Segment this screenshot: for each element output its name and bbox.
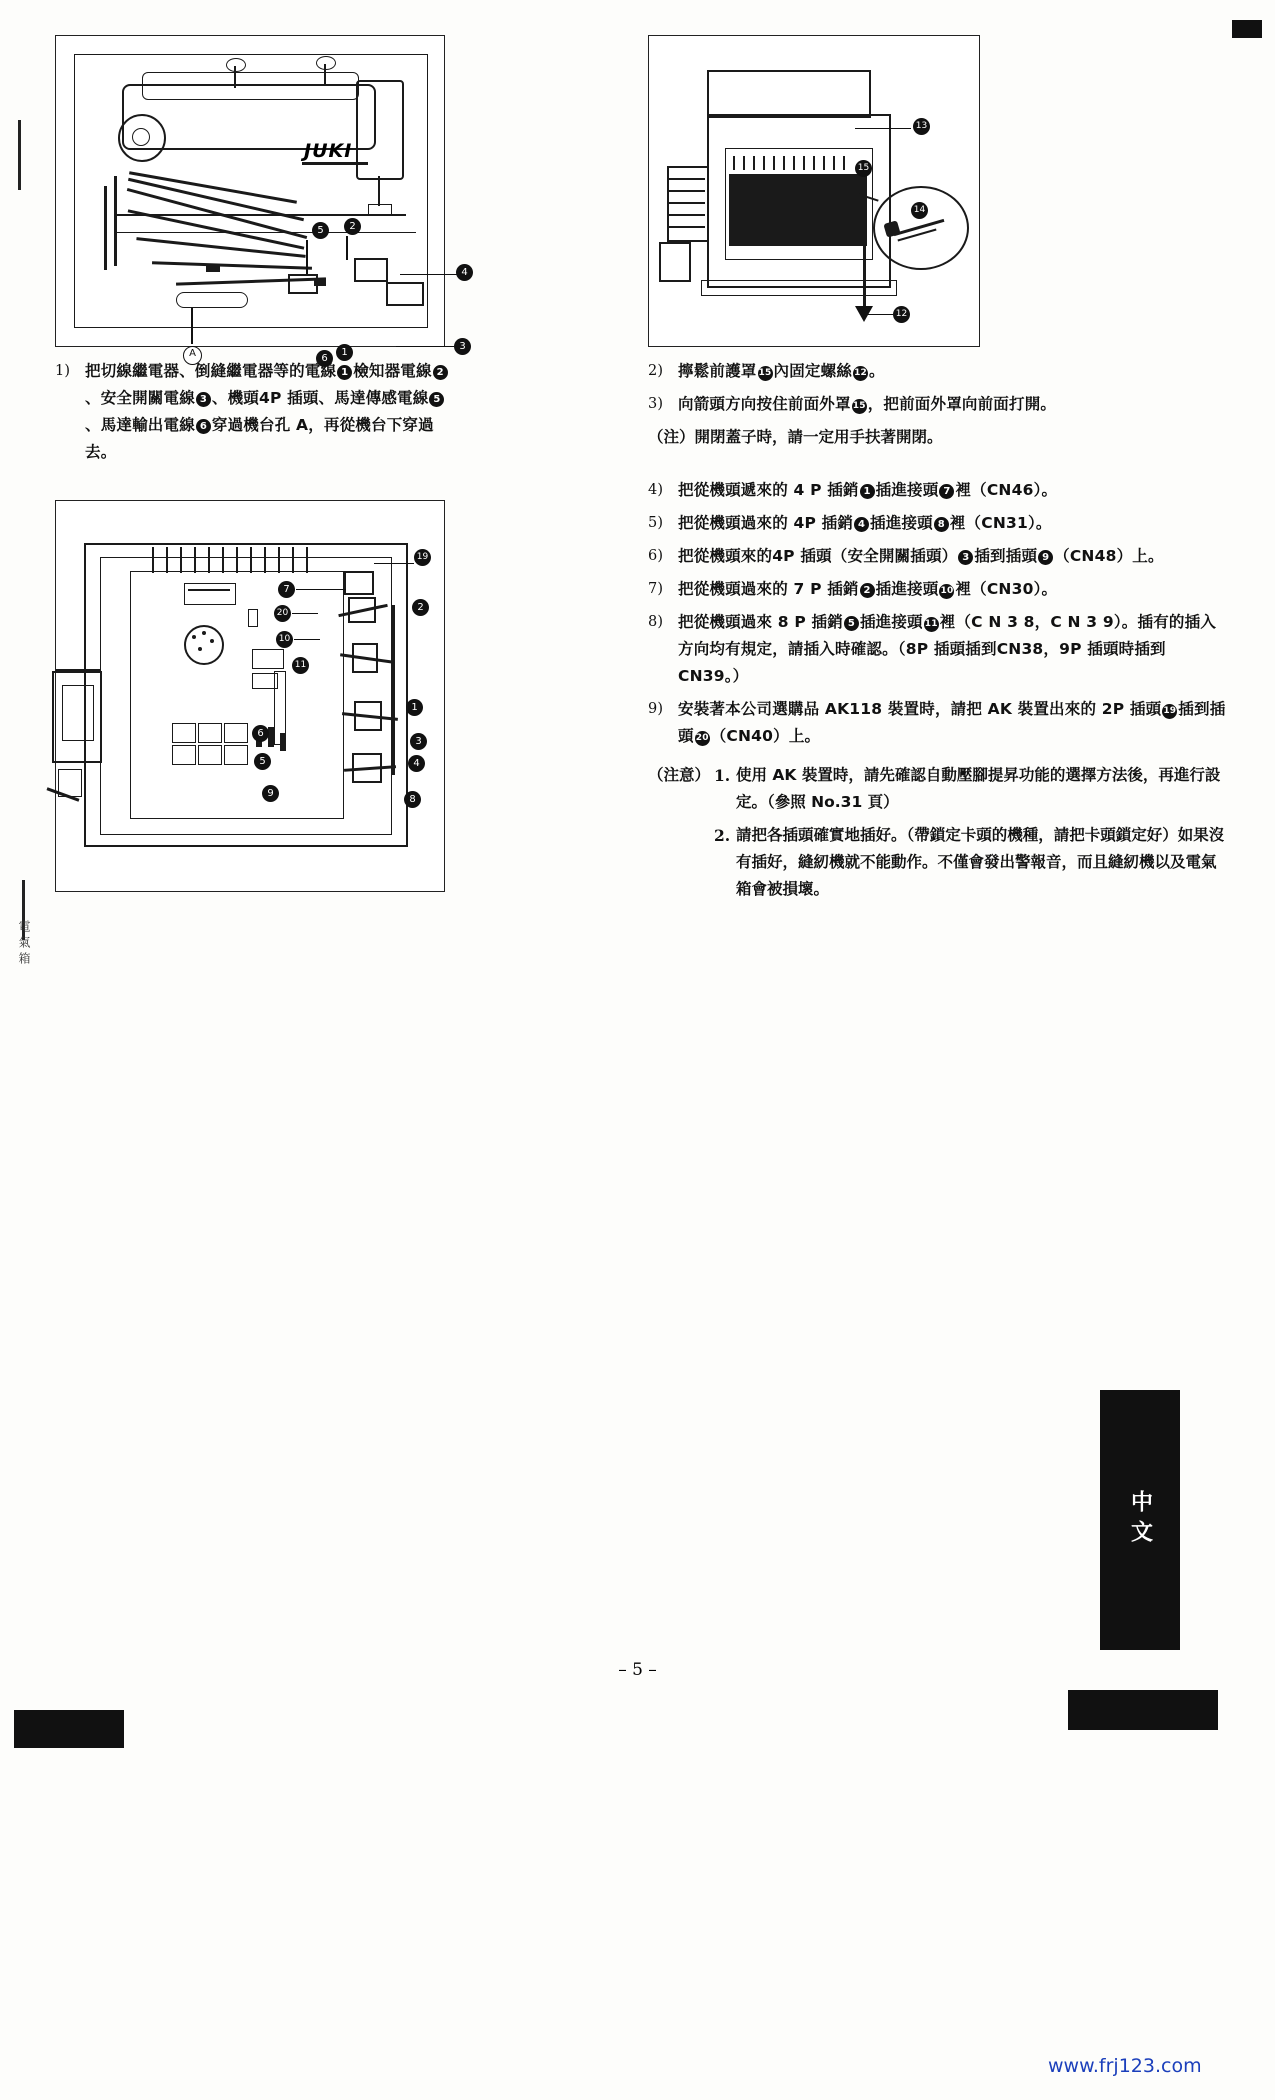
callout-5: 5 <box>312 222 329 239</box>
cable-left-drop <box>114 176 117 266</box>
leader-19 <box>374 563 414 564</box>
relay-1 <box>172 723 196 743</box>
cover-vent-6 <box>783 156 785 170</box>
bullet-2c: 2 <box>860 583 875 598</box>
pcb-outline <box>130 571 344 819</box>
callout-8b: 8 <box>404 791 421 808</box>
connector-cn46 <box>184 583 236 605</box>
cover-vent-8 <box>803 156 805 170</box>
heatsink-fin-3 <box>180 547 182 573</box>
din-pin-1 <box>192 635 196 639</box>
paragraph-item-4 <box>648 477 1228 504</box>
callout-9b: 9 <box>262 785 279 802</box>
item-body: 把從機頭過來的 7 P 插銷 2 插進接頭 10 裡（CN30）。 <box>678 580 1058 598</box>
resistor-3 <box>280 733 286 751</box>
cover-vent-12 <box>843 156 845 170</box>
bullet-3c: 3 <box>958 550 973 565</box>
bullet-6: 6 <box>196 419 211 434</box>
cover-vent-7 <box>793 156 795 170</box>
side-tab-label: 中文 <box>1127 1490 1153 1550</box>
heatsink-fin-8 <box>250 547 252 573</box>
din-pin-2 <box>202 631 206 635</box>
item-number: 1) <box>55 363 71 379</box>
brand-label: JUKI <box>304 140 353 162</box>
bullet-15: 15 <box>758 366 773 381</box>
scan-blotch-bottom-right <box>1068 1690 1218 1730</box>
callout-11: 11 <box>292 657 309 674</box>
note-text: 開閉蓋子時，請一定用手扶著開閉。 <box>694 428 943 446</box>
bullet-9c: 9 <box>1038 550 1053 565</box>
bullet-11c: 11 <box>924 617 939 632</box>
bullet-1: 1 <box>337 365 352 380</box>
needle-bar <box>378 176 380 206</box>
bullet-5c: 5 <box>844 616 859 631</box>
balance-wheel-hub <box>132 128 150 146</box>
callout-19: 19 <box>414 549 431 566</box>
callout-A: A <box>183 346 202 365</box>
left-text-column <box>55 358 450 472</box>
bullet-20c: 20 <box>695 731 710 746</box>
bracket-line <box>56 669 100 671</box>
paragraph-item-1 <box>55 358 450 466</box>
connector-7p <box>354 258 388 282</box>
din-pin-3 <box>210 639 214 643</box>
language-side-tab <box>1100 1390 1180 1650</box>
item-number: 2) <box>648 363 664 379</box>
bullet-3: 3 <box>196 392 211 407</box>
leader-5 <box>306 240 308 274</box>
item-body: 把從機頭過來的 4P 插銷 4 插進接頭 8 裡（CN31）。 <box>678 514 1052 532</box>
callout-3b: 3 <box>410 733 427 750</box>
relay-3 <box>224 723 248 743</box>
terminal-line-1 <box>667 178 705 180</box>
watermark-url: www.frj123.com <box>1048 2055 1202 2077</box>
callout-6b: 6 <box>252 725 269 742</box>
table-hole <box>176 292 248 308</box>
callout-2: 2 <box>344 218 361 235</box>
item-number: 5) <box>648 515 664 531</box>
callout-12: 12 <box>893 306 910 323</box>
callout-4: 4 <box>456 264 473 281</box>
figure-sewing-machine-head <box>55 35 468 364</box>
paragraph-item-7 <box>648 576 1228 603</box>
cn46-pins <box>188 589 230 591</box>
leader-12 <box>863 314 893 315</box>
heatsink-fin-4 <box>194 547 196 573</box>
paragraph-item-3 <box>648 391 1228 418</box>
dsub-connector <box>62 685 94 741</box>
item-body: 擰鬆前護罩 15 內固定螺絲 12 。 <box>678 362 885 380</box>
cover-vent-3 <box>753 156 755 170</box>
leader-20 <box>292 613 318 614</box>
relay-2 <box>198 723 222 743</box>
cover-vent-9 <box>813 156 815 170</box>
item-body: 向箭頭方向按住前面外罩 15 ，把前面外罩向前面打開。 <box>678 395 1057 413</box>
bullet-10c: 10 <box>939 584 954 599</box>
heatsink-fin-12 <box>306 547 308 573</box>
figure-control-box-cover <box>648 35 980 347</box>
paragraph-item-6 <box>648 543 1228 570</box>
leader-4 <box>400 274 458 275</box>
connector-plug-a <box>314 278 326 286</box>
connector-motor <box>386 282 424 306</box>
heatsink-fin-6 <box>222 547 224 573</box>
bullet-15b: 15 <box>852 399 867 414</box>
leader-2 <box>346 236 348 260</box>
note-label: （注） <box>648 428 695 446</box>
scan-blotch-right-top <box>1232 20 1262 38</box>
attention-item-number: 2. <box>714 826 731 845</box>
bullet-19c: 19 <box>1162 704 1177 719</box>
paragraph-item-9 <box>648 696 1228 750</box>
cover-vent-4 <box>763 156 765 170</box>
attention-item-1 <box>714 762 1228 816</box>
power-switch <box>659 242 691 282</box>
item-body: 安裝著本公司選購品 AK118 裝置時，請把 AK 裝置出來的 2P 插頭 19 插到插頭 20 （CN40）上。 <box>678 700 1226 745</box>
item-body: 把從機頭過來 8 P 插銷 5 插進接頭 11 裡（C N 3 8，C N 3 9）。插有的插入方向均有規定，請插入時確認。（8P 插頭插到CN38，9P 插頭時插到CN39。） <box>678 613 1217 685</box>
front-cover-dark <box>729 174 867 246</box>
note-block-1 <box>648 424 1228 451</box>
bullet-8c: 8 <box>934 517 949 532</box>
callout-15: 15 <box>855 160 872 177</box>
machine-arm-top <box>142 72 359 100</box>
plug-19 <box>344 571 374 595</box>
tension-disc <box>316 56 336 70</box>
paragraph-item-8 <box>648 609 1228 690</box>
figure-control-board <box>55 500 445 892</box>
terminal-line-3 <box>667 202 705 204</box>
item-number: 9) <box>648 701 664 717</box>
heatsink-fin-5 <box>208 547 210 573</box>
leader-10 <box>294 639 320 640</box>
leader-A <box>191 308 193 344</box>
cover-vent-1 <box>733 156 735 170</box>
heatsink-fin-10 <box>278 547 280 573</box>
harness-trunk <box>392 605 395 775</box>
terminal-line-4 <box>667 214 705 216</box>
attention-item-number: 1. <box>714 766 731 785</box>
scan-edge-left <box>18 120 21 190</box>
right-text-column <box>648 358 1228 905</box>
cover-vent-11 <box>833 156 835 170</box>
heatsink-fin-2 <box>166 547 168 573</box>
cover-vent-10 <box>823 156 825 170</box>
machine-bed-line-2 <box>116 232 416 233</box>
cover-vent-2 <box>743 156 745 170</box>
callout-20: 20 <box>274 605 291 622</box>
callout-2b: 2 <box>412 599 429 616</box>
leader-7 <box>296 589 346 590</box>
margin-note: 電氣箱 <box>17 920 31 968</box>
control-box-top <box>707 70 871 118</box>
attention-item-text: 請把各插頭確實地插好。（帶鎖定卡頭的機種，請把卡頭鎖定好）如果沒有插好，縫紉機就不能動作。不僅會發出警報音，而且縫紉機以及電氣箱會被損壞。 <box>736 826 1225 898</box>
item-body: 把切線繼電器、倒縫繼電器等的電線 1 檢知器電線 2、安全開關電線 3 、機頭4P 插頭、馬達傳感電線 5、馬達輸出電線 6 穿過機台孔 A，再從機台下穿過去。 <box>85 358 450 466</box>
callout-4b: 4 <box>408 755 425 772</box>
terminal-line-2 <box>667 190 705 192</box>
attention-label: （注意） <box>648 766 711 784</box>
bullet-12: 12 <box>853 366 868 381</box>
callout-6: 6 <box>316 350 333 367</box>
item-number: 8) <box>648 614 664 630</box>
scan-blotch-bottom-left <box>14 1710 124 1748</box>
attention-item-2 <box>714 822 1228 903</box>
callout-1: 1 <box>336 344 353 361</box>
cable-left-drop2 <box>104 186 107 270</box>
brand-underline <box>302 162 368 165</box>
cover-vent-5 <box>773 156 775 170</box>
attention-item-text: 使用 AK 裝置時，請先確認自動壓腳提昇功能的選擇方法後，再進行設定。（參照 No.31 頁） <box>736 766 1221 811</box>
thread-stand-knob <box>226 58 246 72</box>
leader-3 <box>396 346 454 347</box>
leader-13 <box>855 128 911 129</box>
callout-3: 3 <box>454 338 471 355</box>
page-number: – 5 – <box>618 1660 657 1680</box>
bullet-1c: 1 <box>860 484 875 499</box>
relay-4 <box>172 745 196 765</box>
cable-tie <box>206 264 220 272</box>
item-number: 4) <box>648 482 664 498</box>
connector-cn31 <box>248 609 258 627</box>
bullet-7c: 7 <box>939 484 954 499</box>
heatsink-fin-11 <box>292 547 294 573</box>
callout-13: 13 <box>913 118 930 135</box>
paragraph-item-5 <box>648 510 1228 537</box>
relay-5 <box>198 745 222 765</box>
item-number: 6) <box>648 548 664 564</box>
control-box-base <box>701 280 897 296</box>
din-pin-4 <box>198 647 202 651</box>
item-body: 把從機頭來的4P 插頭（安全開關插頭） 3 插到插頭 9 （CN48）上。 <box>678 547 1164 565</box>
callout-5b: 5 <box>254 753 271 770</box>
heatsink-fin-1 <box>152 547 154 573</box>
callout-10: 10 <box>276 631 293 648</box>
paragraph-item-2 <box>648 358 1228 385</box>
heatsink-fin-7 <box>236 547 238 573</box>
item-number: 3) <box>648 396 664 412</box>
heatsink-fin-9 <box>264 547 266 573</box>
item-body: 把從機頭遞來的 4 P 插銷 1 插進接頭 7 裡（CN46）。 <box>678 481 1058 499</box>
bullet-5: 5 <box>429 392 444 407</box>
callout-1b: 1 <box>406 699 423 716</box>
item-number: 7) <box>648 581 664 597</box>
terminal-line-5 <box>667 226 705 228</box>
callout-14: 14 <box>911 202 928 219</box>
open-arrow-shaft <box>863 236 866 310</box>
machine-head <box>356 80 404 180</box>
bullet-4c: 4 <box>854 517 869 532</box>
attention-block <box>648 762 1228 905</box>
callout-7: 7 <box>278 581 295 598</box>
ic-chip-1 <box>252 649 284 669</box>
bullet-2: 2 <box>433 365 448 380</box>
relay-6 <box>224 745 248 765</box>
resistor-2 <box>268 727 274 747</box>
